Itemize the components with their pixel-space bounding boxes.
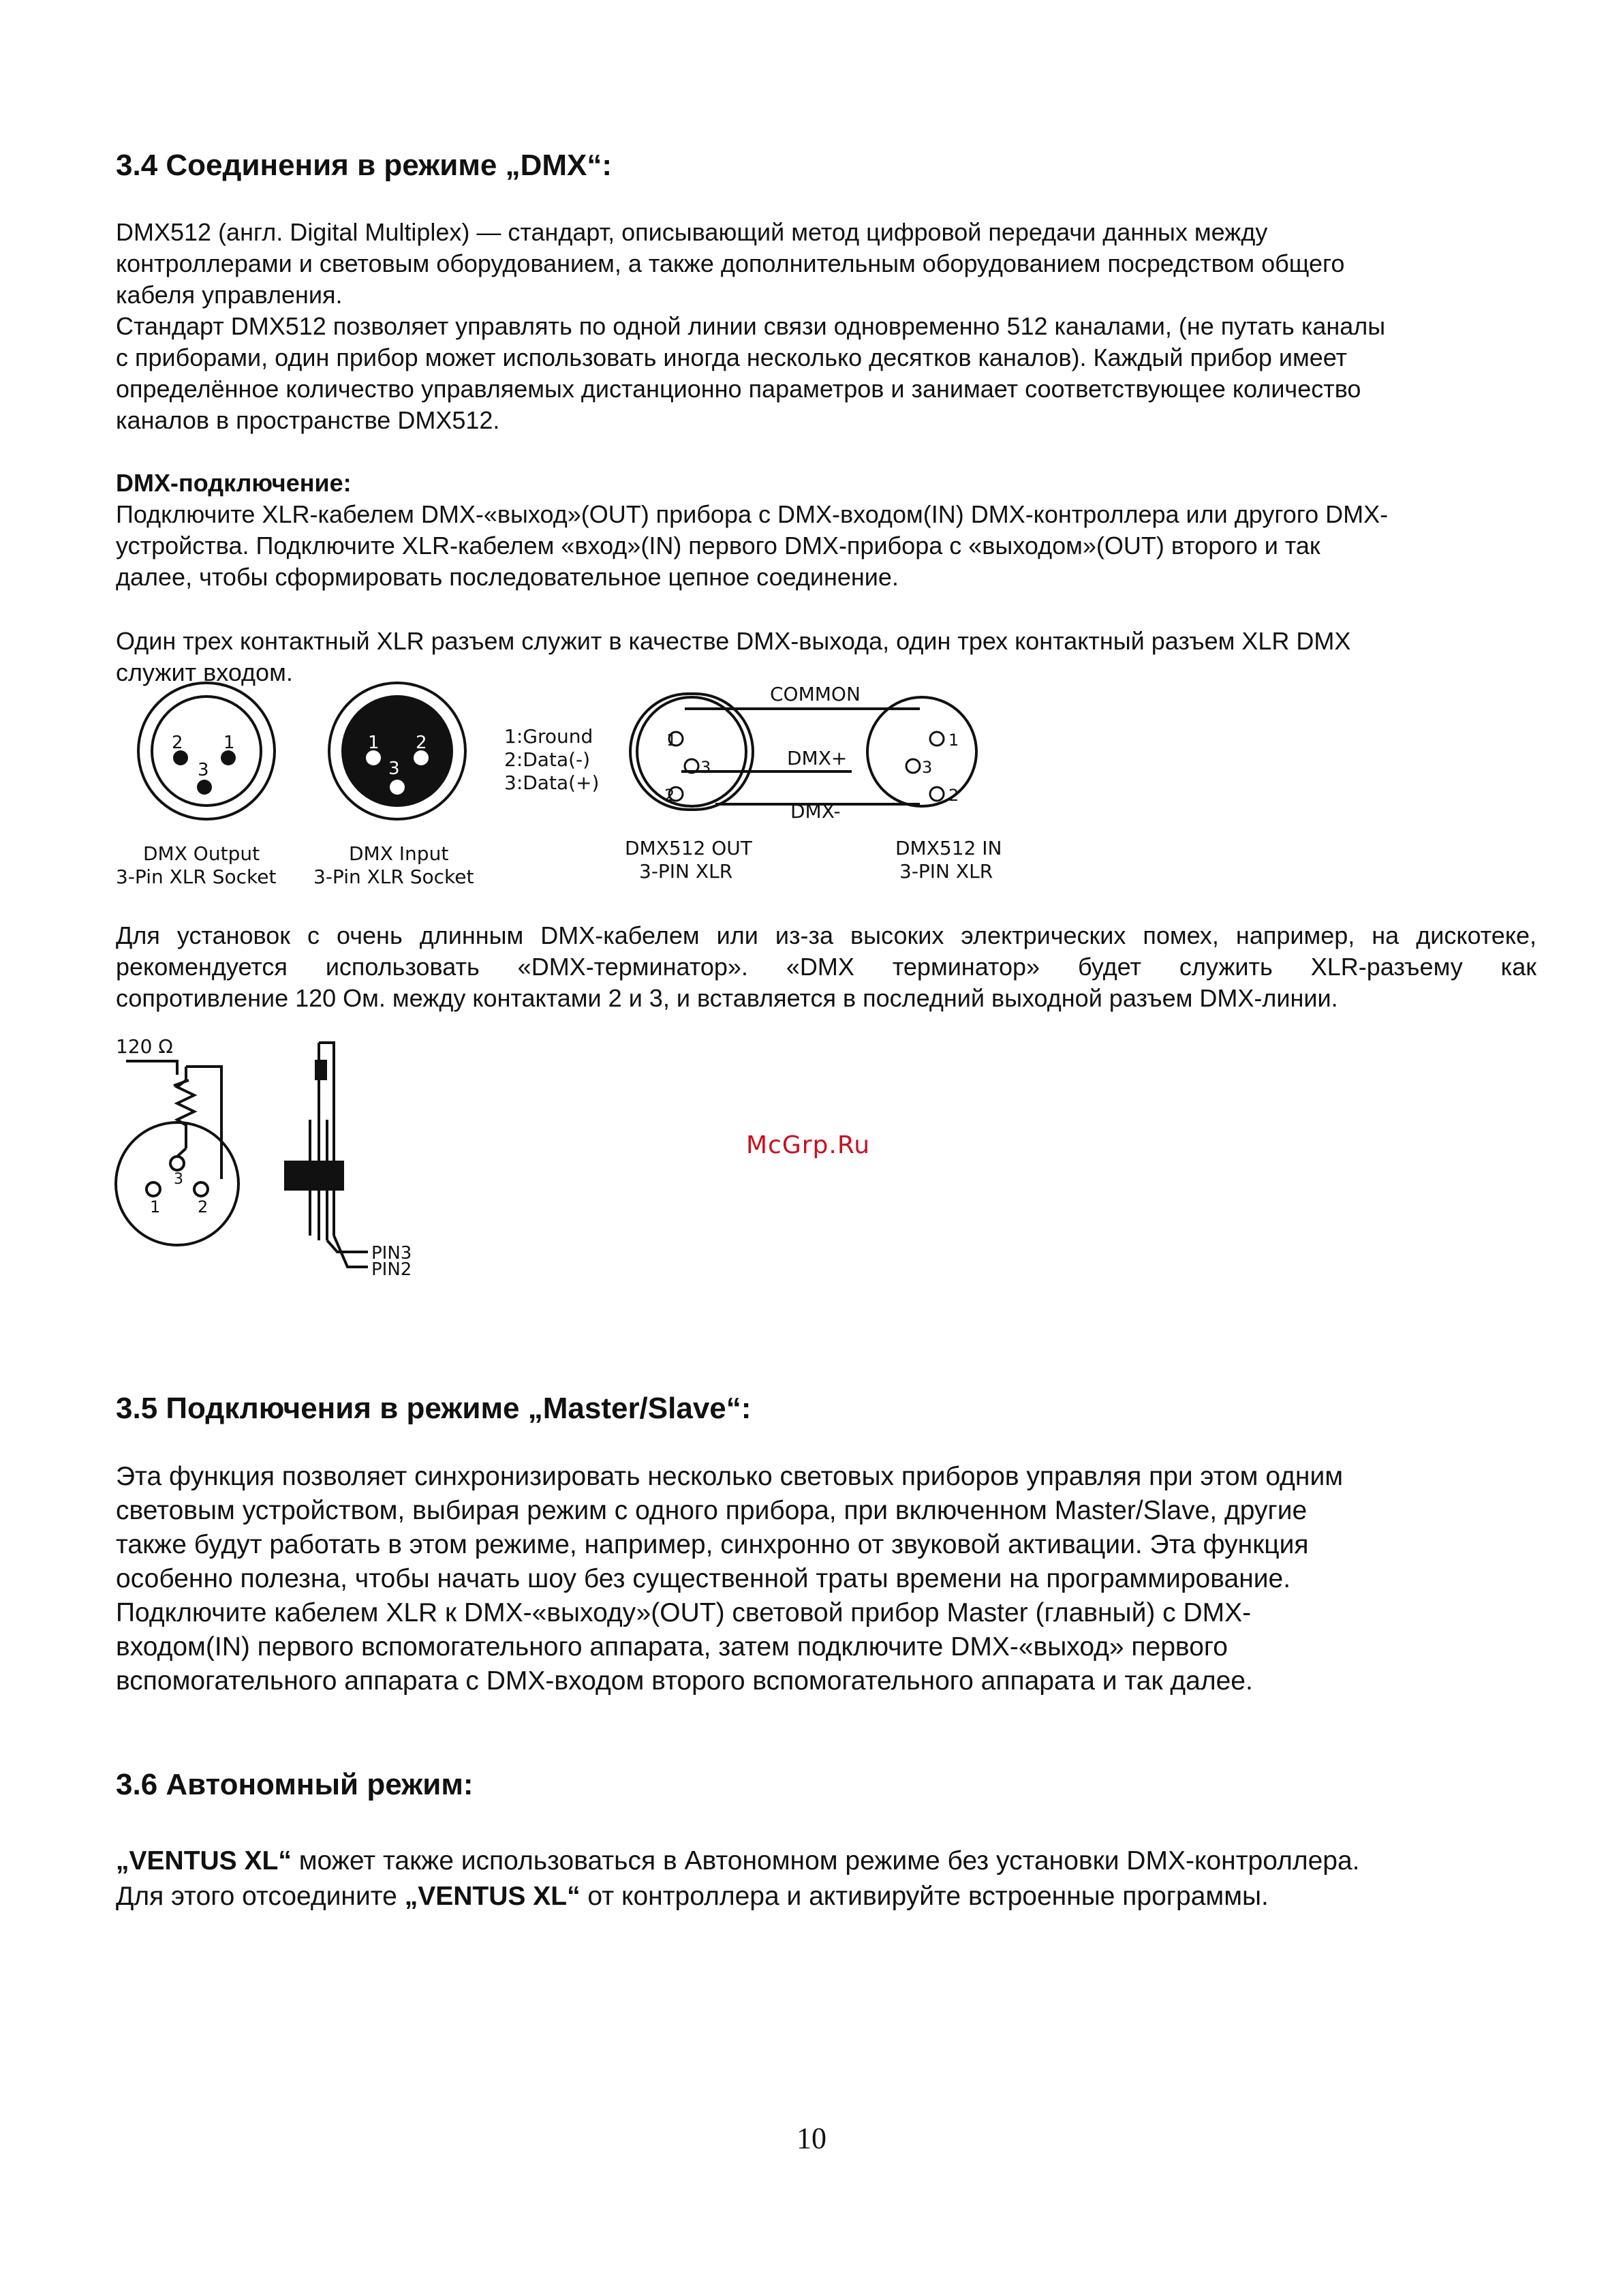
dmx512-in-shape xyxy=(867,697,976,806)
section-36-heading: 3.6 Автономный режим: xyxy=(116,1768,474,1801)
resistor-symbol xyxy=(177,1067,194,1148)
text-line: особенно полезна, чтобы начать шоу без существенной траты времени на программирование. xyxy=(116,1564,1291,1593)
dmx-plus-label: DMX+ xyxy=(787,747,848,769)
dmx-input-pin2-label: 2 xyxy=(416,733,427,753)
text-line: Стандарт DMX512 позволяет управлять по одной линии связи одновременно 512 каналами, (не путать каналы xyxy=(116,312,1386,340)
pin3-label: PIN3 xyxy=(371,1243,412,1264)
term-pin2-label: 2 xyxy=(198,1197,208,1216)
text-line: служит входом. xyxy=(116,658,293,686)
in-pin3-label: 3 xyxy=(922,758,933,777)
dmx-input-caption-1: DMX Input xyxy=(349,842,449,865)
terminator-paragraph xyxy=(116,920,1536,1014)
text-line: входом(IN) первого вспомогательного аппарата, затем подключите DMX-«выход» первого xyxy=(116,1632,1228,1662)
term-pin3-label: 3 xyxy=(174,1171,183,1188)
dmx-input-pin1-label: 1 xyxy=(368,733,380,753)
dmx512-out-caption-1: DMX512 OUT xyxy=(625,837,752,859)
dmx-connection-paragraph xyxy=(116,468,1536,593)
text-fragment: может также использоваться в Автономном режиме без установки DMX-контроллера. xyxy=(291,1846,1360,1876)
page-number: 10 xyxy=(797,2122,826,2155)
text-line: определённое количество управляемых дистанционно параметров и занимает соответствующее количество xyxy=(116,375,1361,403)
section-35-heading: 3.5 Подключения в режиме „Master/Slave“: xyxy=(116,1392,752,1425)
connector-body xyxy=(284,1161,344,1191)
xlr-paragraph xyxy=(116,626,1536,688)
out-pin2-label: 2 xyxy=(664,786,675,805)
text-line: далее, чтобы сформировать последовательное цепное соединение. xyxy=(116,563,899,591)
terminator-diagram xyxy=(112,1032,439,1278)
text-line xyxy=(116,1843,1536,1879)
dmx-input-caption-2: 3-Pin XLR Socket xyxy=(313,866,474,888)
out-pin3-label: 3 xyxy=(700,758,711,777)
text-line: Для установок с очень длинным DMX-кабелем или из-за высоких электрических помех, например, на дискотеке, xyxy=(116,921,1536,949)
in-pin1-label: 1 xyxy=(948,731,959,750)
xlr-pinout-diagram xyxy=(116,682,1029,900)
text-line: кабеля управления. xyxy=(116,281,343,309)
text-line: устройства. Подключите XLR-кабелем «вход»(IN) первого DMX-прибора с «выходом»(OUT) второго и так xyxy=(116,532,1320,560)
dmx-output-caption-2: 3-Pin XLR Socket xyxy=(116,866,277,888)
dmx512-out-caption-2: 3-PIN XLR xyxy=(639,860,733,883)
dmx512-in-caption-1: DMX512 IN xyxy=(895,837,1002,859)
text-fragment: Для этого отсоедините xyxy=(116,1882,405,1911)
pin1-legend: 1:Ground xyxy=(504,725,593,748)
in-pin2-label: 2 xyxy=(948,786,959,805)
text-line: каналов в пространстве DMX512. xyxy=(116,406,500,434)
text-line: рекомендуется использовать «DMX-терминатор». «DMX терминатор» будет служить XLR-разъему как xyxy=(116,953,1536,981)
section-34-heading: 3.4 Соединения в режиме „DMX“: xyxy=(116,149,613,182)
dmx-intro-paragraph xyxy=(116,217,1536,436)
text-line: Подключите XLR-кабелем DMX-«выход»(OUT) прибора с DMX-входом(IN) DMX-контроллера или другого DMX- xyxy=(116,500,1389,528)
product-name: „VENTUS XL“ xyxy=(116,1846,292,1876)
text-line: сопротивление 120 Ом. между контактами 2 и 3, и вставляется в последний выходной разъем DMX-линии. xyxy=(116,984,1338,1012)
text-line: Эта функция позволяет синхронизировать несколько световых приборов управляя при этом одним xyxy=(116,1462,1344,1491)
text-line: Подключите кабелем XLR к DMX-«выходу»(OUT) световой прибор Master (главный) с DMX- xyxy=(116,1598,1252,1627)
dmx-output-pin2-label: 2 xyxy=(172,733,183,753)
resistor-label: 120 Ω xyxy=(116,1035,173,1058)
text-line: Один трех контактный XLR разъем служит в качестве DMX-выхода, один трех контактный разъем XLR DMX xyxy=(116,627,1351,655)
connection-label: DMX-подключение: xyxy=(116,469,352,497)
common-label: COMMON xyxy=(770,683,861,705)
text-line: DMX512 (англ. Digital Multiplex) — стандарт, описывающий метод цифровой передачи данных между xyxy=(116,218,1268,246)
dmx-output-pin1-label: 1 xyxy=(223,733,235,753)
master-slave-paragraph xyxy=(116,1460,1536,1698)
text-line: контроллерами и световым оборудованием, а также дополнительным оборудованием посредством общего xyxy=(116,249,1345,277)
out-pin1-label: 1 xyxy=(666,731,677,750)
product-name: „VENTUS XL“ xyxy=(404,1882,581,1911)
text-line xyxy=(116,1879,1536,1914)
watermark: McGrp.Ru xyxy=(746,1131,871,1159)
dmx512-in-caption-2: 3-PIN XLR xyxy=(899,860,993,883)
pin3-legend: 3:Data(+) xyxy=(504,771,600,794)
text-line: световым устройством, выбирая режим с одного прибора, при включенном Master/Slave, другие xyxy=(116,1496,1308,1525)
pin2-legend: 2:Data(-) xyxy=(504,748,591,771)
term-pin1-label: 1 xyxy=(150,1197,161,1216)
dmx-minus-label: DMX- xyxy=(790,800,841,823)
dmx-output-socket-outer xyxy=(138,683,275,819)
text-line: вспомогательного аппарата с DMX-входом второго вспомогательного аппарата и так далее. xyxy=(116,1666,1253,1696)
dmx-output-caption-1: DMX Output xyxy=(143,842,260,865)
dmx-input-pin3-label: 3 xyxy=(388,759,400,779)
text-line: с приборами, один прибор может использовать иногда несколько десятков каналов). Каждый прибор имеет xyxy=(116,343,1348,371)
dmx512-out-shape xyxy=(630,694,753,810)
text-fragment: от контроллера и активируйте встроенные программы. xyxy=(580,1882,1269,1911)
pin2-label: PIN2 xyxy=(371,1259,412,1278)
text-line: также будут работать в этом режиме, например, синхронно от звуковой активации. Эта функция xyxy=(116,1530,1309,1559)
standalone-paragraph xyxy=(116,1843,1536,1914)
dmx-output-pin3-label: 3 xyxy=(198,760,209,780)
